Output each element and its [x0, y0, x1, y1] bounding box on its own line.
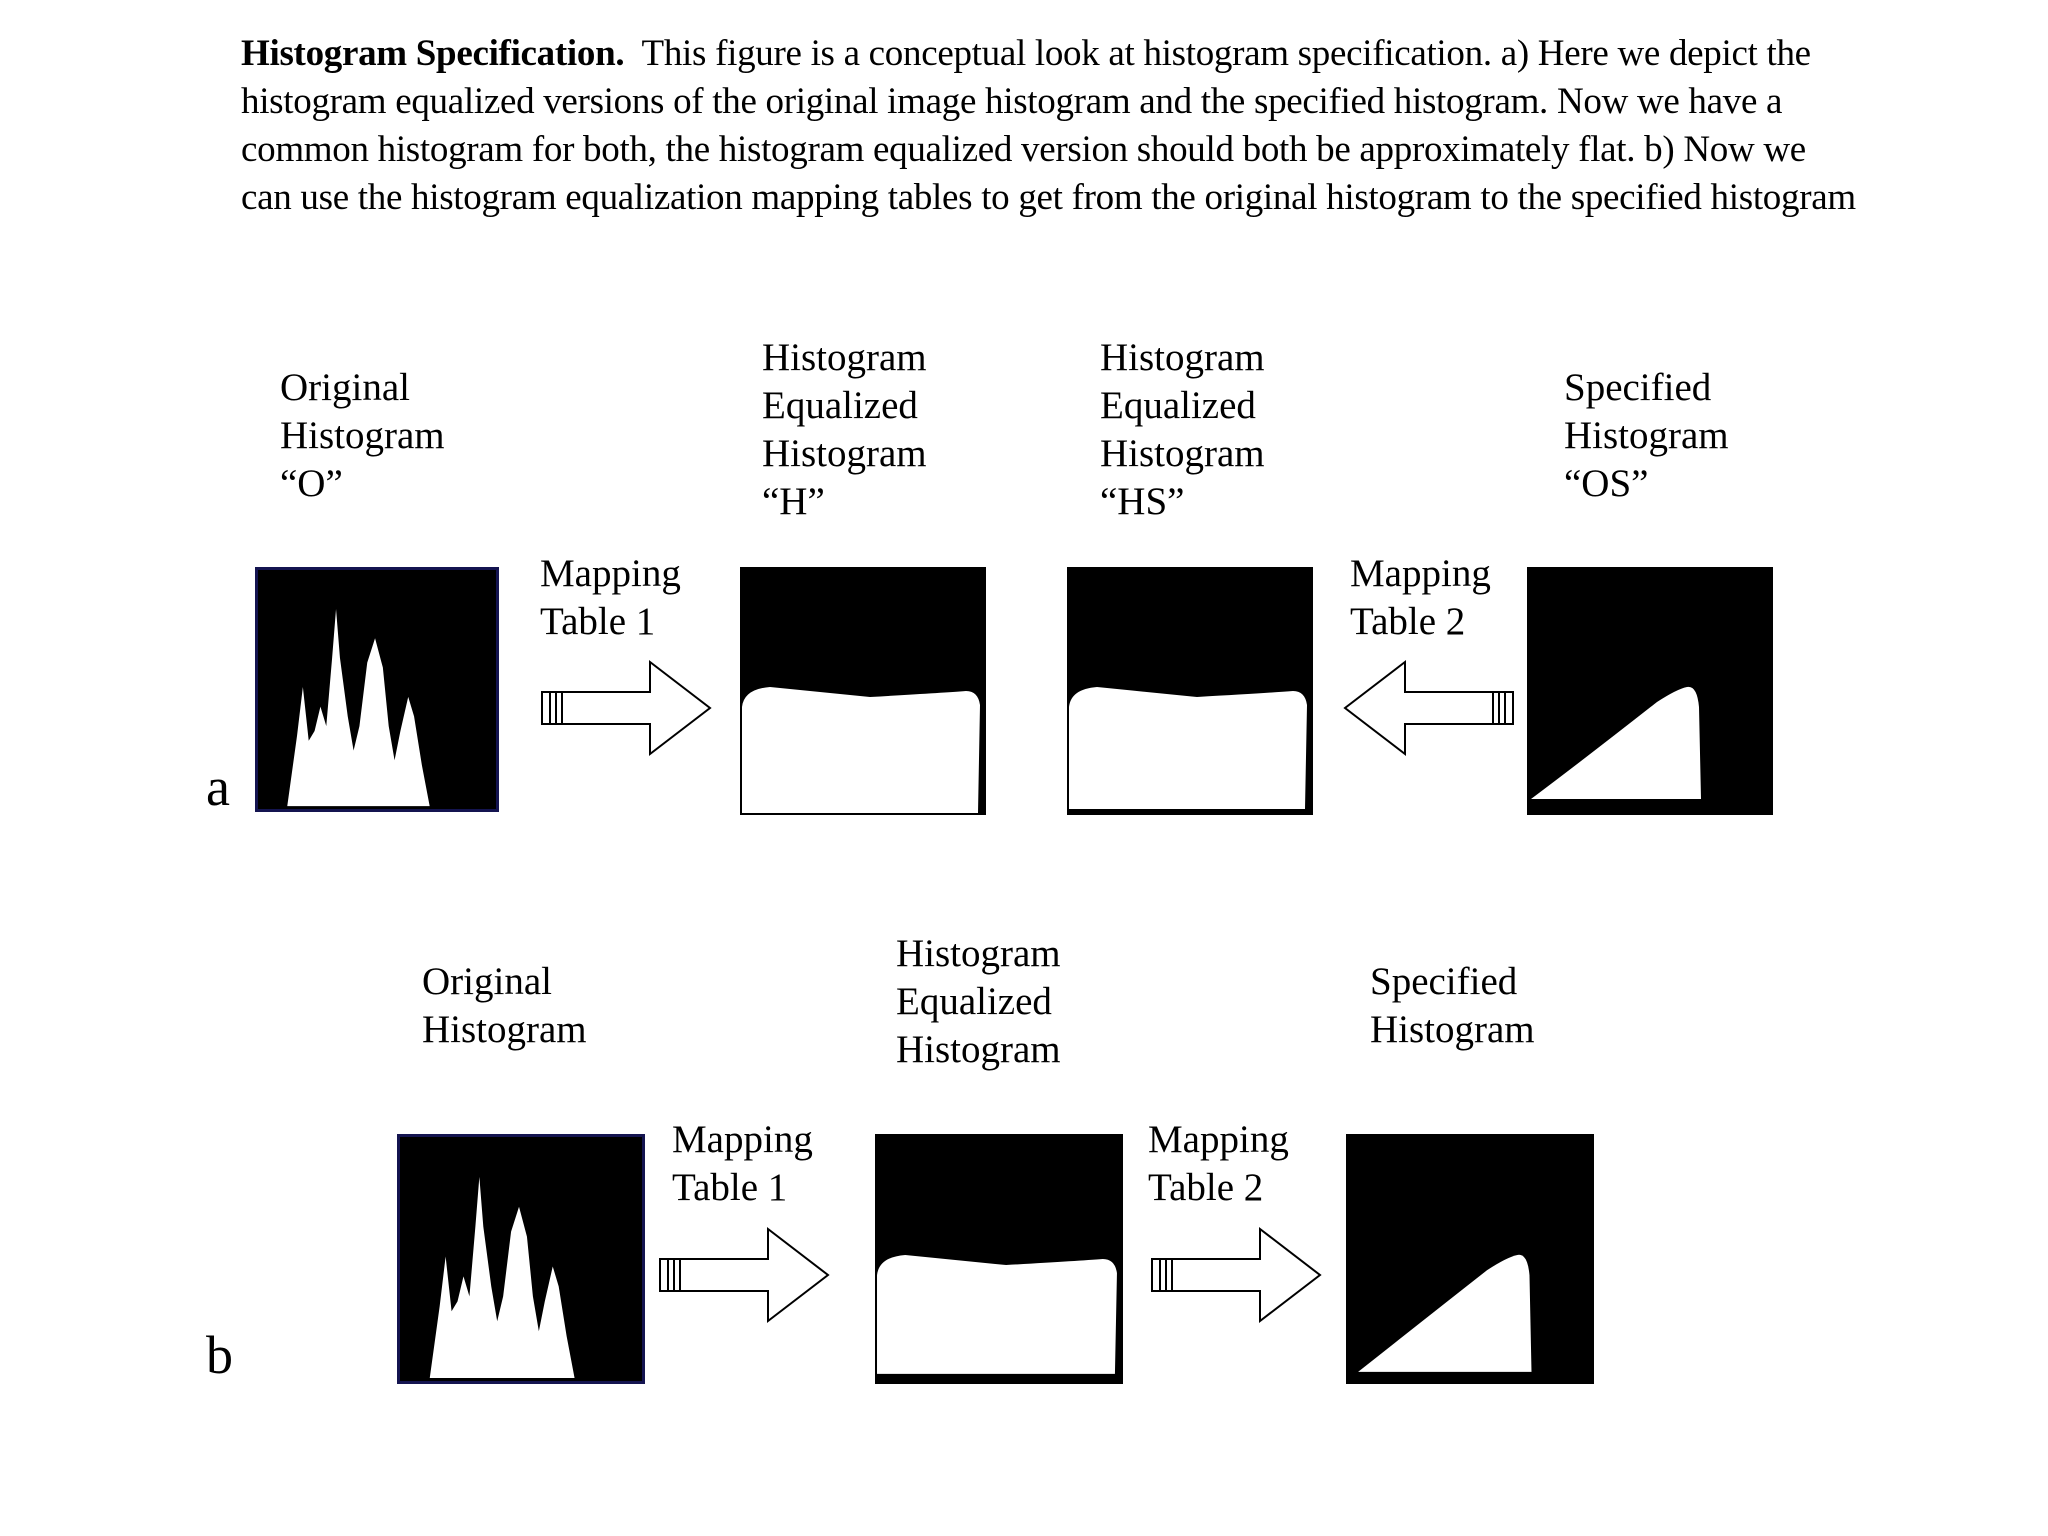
panel-a-equalized-hs-label: Histogram Equalized Histogram “HS” — [1100, 336, 1265, 523]
panel-a-mapping2-arrow-icon — [1340, 658, 1515, 758]
panel-b-mapping1-arrow-icon — [658, 1225, 833, 1325]
panel-b-mapping2-arrow-icon — [1150, 1225, 1325, 1325]
figure-caption — [241, 30, 1861, 222]
panel-b-letter: b — [206, 1325, 233, 1385]
original-histogram-shape — [258, 570, 496, 809]
panel-a-equalized-h-label: Histogram Equalized Histogram “H” — [762, 336, 927, 523]
panel-b-specified-label: Specified Histogram — [1370, 960, 1535, 1051]
panel-b-equalized-histogram — [875, 1134, 1123, 1384]
panel-b-specified-histogram — [1346, 1134, 1594, 1384]
panel-a-mapping1-label: Mapping Table 1 — [540, 552, 681, 643]
panel-b-mapping1-label: Mapping Table 1 — [672, 1118, 813, 1209]
panel-a-specified-label: Specified Histogram “OS” — [1564, 366, 1729, 505]
equalized-hs-shape — [1067, 567, 1313, 815]
panel-a-letter: a — [206, 757, 230, 817]
panel-b-mapping2-label: Mapping Table 2 — [1148, 1118, 1289, 1209]
panel-b-original-histogram — [397, 1134, 645, 1384]
panel-a-specified-histogram — [1527, 567, 1773, 815]
panel-b-original-label: Original Histogram — [422, 960, 587, 1051]
panel-a-equalized-hs-histogram — [1067, 567, 1313, 815]
panel-a-original-label: Original Histogram “O” — [280, 366, 445, 505]
caption-body: This figure is a conceptual look at histogram specification. a) Here we depict the histogram equalized versions of the original image histogram and the specified histogram. Now we have a common histogram for both, the histogram equalized version should both be approximately flat. b) Now we can use the histogram equalization mapping tables to get from the original histogram to the specified histogram — [241, 33, 1856, 218]
equalized-h-shape — [740, 567, 986, 815]
original-histogram-shape — [400, 1137, 642, 1381]
specified-histogram-shape — [1527, 567, 1773, 815]
caption-title: Histogram Specification. — [241, 33, 625, 74]
panel-b-equalized-label: Histogram Equalized Histogram — [896, 932, 1061, 1071]
equalized-shape — [875, 1134, 1123, 1384]
panel-a-original-histogram — [255, 567, 499, 812]
specified-histogram-shape — [1346, 1134, 1594, 1384]
panel-a-mapping2-label: Mapping Table 2 — [1350, 552, 1491, 643]
panel-a-mapping1-arrow-icon — [540, 658, 715, 758]
panel-a-equalized-h-histogram — [740, 567, 986, 815]
